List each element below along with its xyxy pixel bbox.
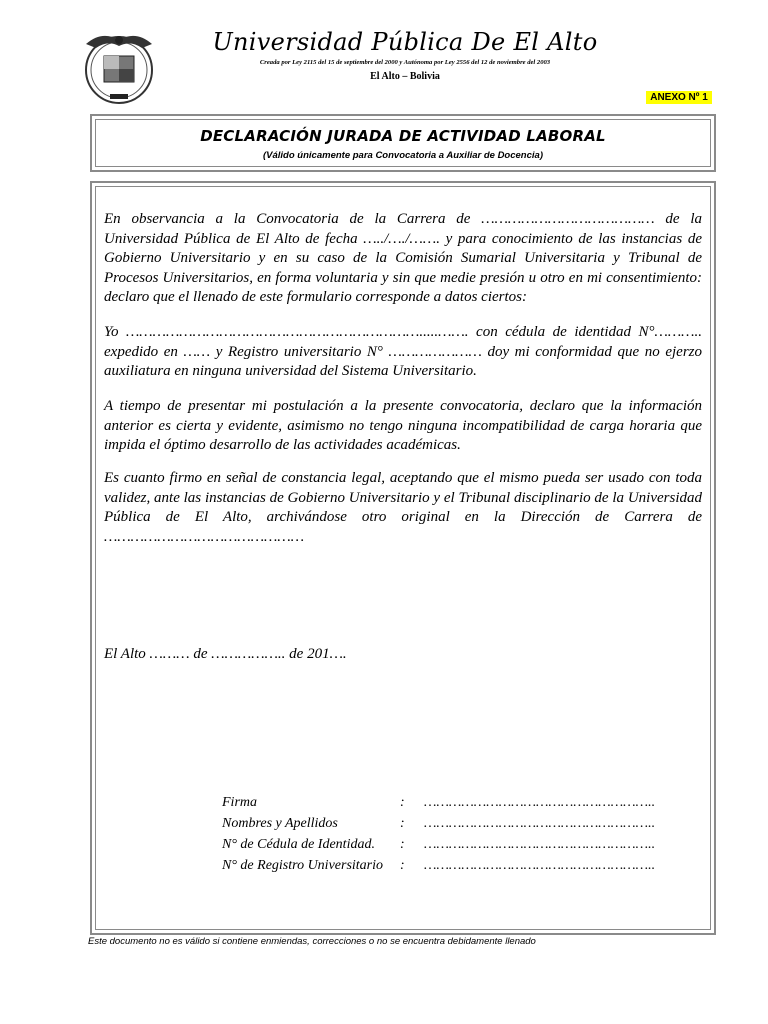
footer-note: Este documento no es válido si contiene enmiendas, correcciones o no se encuentra debidamente llenado [88, 936, 536, 947]
document-header [0, 0, 768, 110]
signature-colon: : [400, 816, 405, 831]
paragraph-signature-statement: Es cuanto firmo en señal de constancia legal, aceptando que el mismo pueda ser usado con toda validez, ante las instancias de Gobierno Universitario y el Tribunal disciplinario de la Universidad Pública de El Alto, archivándose otro original en la Dirección de Carrera de ……………………………………… [104, 470, 702, 545]
signature-label: Nombres y Apellidos [222, 816, 338, 831]
signature-colon: : [400, 858, 405, 873]
signature-colon: : [400, 837, 405, 852]
signature-line: ……………………………………………….. [424, 816, 656, 831]
paragraph-compatibility: A tiempo de presentar mi postulación a la presente convocatoria, declaro que la información anterior es cierta y evidente, asimismo no tengo ninguna incompatibilidad de carga horaria que impida el óptimo desarrollo de las actividades académicas. [104, 398, 702, 453]
signature-label: Firma [222, 795, 257, 810]
signature-row [222, 834, 704, 855]
signature-row [222, 792, 704, 813]
document-subtitle: (Válido únicamente para Convocatoria a Auxiliar de Docencia) [263, 150, 543, 161]
university-name: Universidad Pública De El Alto [212, 28, 598, 56]
paragraph-convocatoria: En observancia a la Convocatoria de la Carrera de ………………………………… de la Universidad Pública de El Alto de fecha …../…./……. y para conocimiento de las instancias de Gobierno Universitario y en su caso de la Comisión Sumarial Universitaria y Tribunal de Procesos Universitarios, en forma voluntaria y sin que medie presión u otro en mi consentimiento: declaro que el llenado de este formulario corresponde a datos ciertos: [104, 211, 702, 305]
date-line: El Alto ……… de …………….. de 201…. [104, 646, 347, 662]
document-title: DECLARACIÓN JURADA DE ACTIVIDAD LABORAL [200, 127, 606, 145]
creation-note: Creada por Ley 2115 del 15 de septiembre del 2000 y Autónoma por Ley 2556 del 12 de noviembre del 2003 [259, 59, 551, 66]
signature-row [222, 813, 704, 834]
signature-line: ……………………………………………….. [424, 858, 656, 873]
signature-line: ……………………………………………….. [424, 795, 656, 810]
signature-row [222, 855, 704, 876]
paragraph-identity: Yo ………………………………………………………….....……. con cédula de identidad N°……….. expedido en …… y Registro universitario N° ………………… doy mi conformidad que no ejerzo auxiliatura en ninguna universidad del Sistema Universitario. [104, 324, 702, 379]
signature-label: N° de Cédula de Identidad. [222, 837, 375, 852]
city-label: El Alto – Bolivia [370, 71, 440, 82]
signature-line: ……………………………………………….. [424, 837, 656, 852]
signature-block [222, 792, 704, 876]
title-box [90, 114, 716, 172]
annex-badge: ANEXO Nº 1 [646, 91, 712, 104]
university-seal-icon [82, 28, 156, 106]
signature-label: N° de Registro Universitario [222, 858, 384, 873]
signature-colon: : [400, 795, 405, 810]
